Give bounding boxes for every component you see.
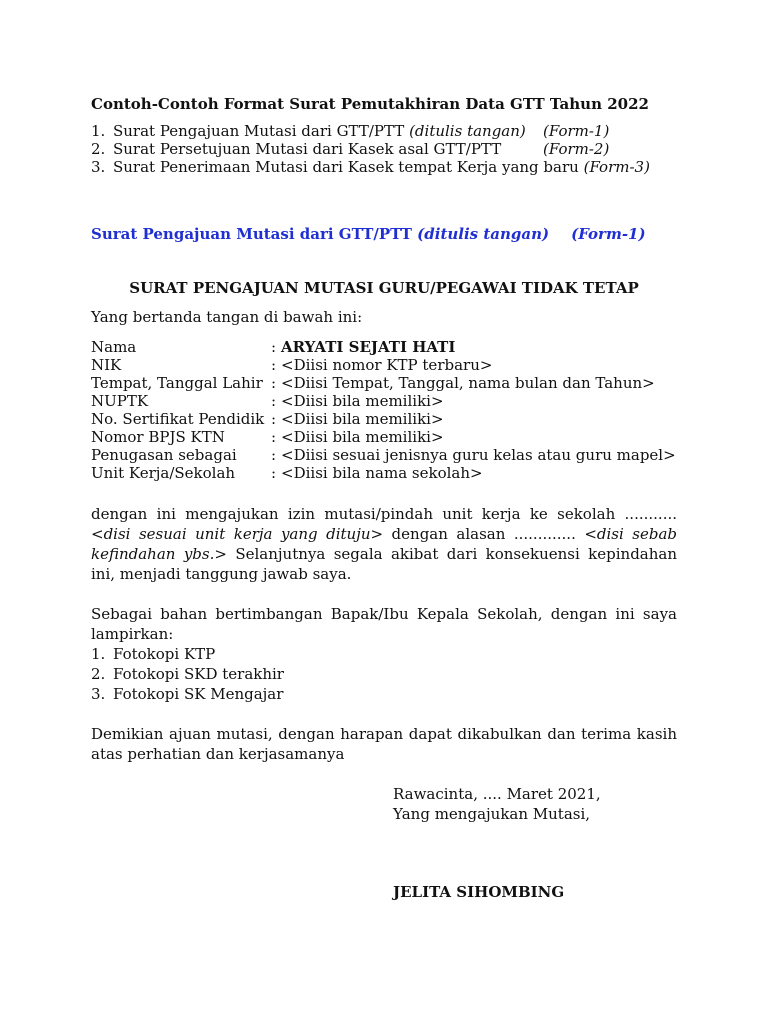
closing-paragraph: Demikian ajuan mutasi, dengan harapan dapat dikabulkan dan terima kasih atas perhatian dan kerjasamanya	[91, 725, 677, 763]
field-colon: :	[271, 410, 277, 428]
field-colon: :	[271, 428, 277, 446]
field-label: Nama	[91, 338, 137, 356]
section-note: (ditulis tangan)	[417, 225, 550, 243]
list-number: 2.	[91, 665, 106, 683]
list-number: 1.	[91, 645, 106, 663]
attachment-list	[91, 644, 677, 704]
document-page	[91, 94, 678, 901]
field-value: <Diisi sesuai jenisnya guru kelas atau guru mapel>	[281, 446, 676, 464]
field-value: <Diisi bila memiliki>	[281, 410, 444, 428]
field-row	[91, 392, 677, 410]
section-title: Surat Pengajuan Mutasi dari GTT/PTT	[91, 225, 412, 243]
signature-block	[393, 784, 601, 824]
list-item	[91, 684, 677, 704]
section-heading	[91, 224, 677, 244]
section-form-tag: (Form-1)	[571, 225, 646, 243]
field-label: Penugasan sebagai	[91, 446, 237, 464]
reason-placeholder: <disi sebab kefindahan ybs.>	[91, 525, 677, 563]
attachment-intro: Sebagai bahan bertimbangan Bapak/Ibu Kepala Sekolah, dengan ini saya lampirkan:	[91, 605, 677, 643]
field-value: <Diisi nomor KTP terbaru>	[281, 356, 493, 374]
field-colon: :	[271, 374, 277, 392]
list-text: Fotokopi SK Mengajar	[113, 685, 284, 703]
list-number: 1.	[91, 122, 106, 140]
list-text: Surat Penerimaan Mutasi dari Kasek tempat Kerja yang baru	[113, 158, 579, 176]
field-value: <Diisi bila memiliki>	[281, 392, 444, 410]
field-row	[91, 410, 677, 428]
list-number: 2.	[91, 140, 106, 158]
list-item	[91, 664, 677, 684]
field-value: <Diisi bila memiliki>	[281, 428, 444, 446]
field-row	[91, 446, 677, 464]
field-label: Nomor BPJS KTN	[91, 428, 225, 446]
request-paragraph	[91, 504, 677, 584]
field-value: <Diisi Tempat, Tanggal, nama bulan dan Tahun>	[281, 374, 655, 392]
field-value: ARYATI SEJATI HATI	[281, 338, 456, 356]
field-label: Unit Kerja/Sekolah	[91, 464, 236, 482]
place-date: Rawacinta, .... Maret 2021,	[393, 785, 601, 803]
reason-text: dengan alasan .............	[383, 525, 585, 543]
list-text: Surat Persetujuan Mutasi dari Kasek asal GTT/PTT	[113, 140, 502, 158]
field-row	[91, 338, 677, 356]
field-row	[91, 356, 677, 374]
list-item	[91, 158, 677, 176]
field-label: No. Sertifikat Pendidik	[91, 410, 265, 428]
request-text: dengan ini mengajukan izin mutasi/pindah unit kerja ke sekolah ...........	[91, 505, 677, 523]
field-label: NUPTK	[91, 392, 149, 410]
field-colon: :	[271, 356, 277, 374]
field-colon: :	[271, 446, 277, 464]
field-row	[91, 464, 677, 482]
form-tag: (Form-2)	[543, 140, 610, 158]
list-item	[91, 122, 677, 140]
identity-fields	[91, 338, 677, 482]
form-tag: (Form-1)	[543, 122, 610, 140]
field-colon: :	[271, 464, 277, 482]
letter-title: SURAT PENGAJUAN MUTASI GURU/PEGAWAI TIDAK TETAP	[129, 279, 639, 297]
responsibility-text: Selanjutnya segala akibat dari konsekuensi kepindahan ini, menjadi tanggung jawab saya.	[91, 545, 678, 583]
field-colon: :	[271, 392, 277, 410]
list-note: (ditulis tangan)	[409, 122, 526, 140]
document-heading: Contoh-Contoh Format Surat Pemutakhiran Data GTT Tahun 2022	[91, 95, 649, 113]
field-label: NIK	[91, 356, 122, 374]
signer-name: JELITA SIHOMBING	[393, 883, 565, 901]
list-item	[91, 140, 677, 158]
list-item	[91, 644, 677, 664]
destination-placeholder: <disi sesuai unit kerja yang dituju>	[91, 525, 384, 543]
list-text: Fotokopi SKD terakhir	[113, 665, 284, 683]
field-value: <Diisi bila nama sekolah>	[281, 464, 483, 482]
field-row	[91, 428, 677, 446]
list-text: Fotokopi KTP	[113, 645, 216, 663]
letter-intro: Yang bertanda tangan di bawah ini:	[91, 308, 363, 326]
field-row	[91, 374, 677, 392]
field-colon: :	[271, 338, 277, 356]
form-tag: (Form-3)	[583, 158, 650, 176]
form-list	[91, 122, 677, 176]
list-number: 3.	[91, 685, 106, 703]
list-text: Surat Pengajuan Mutasi dari GTT/PTT	[113, 122, 405, 140]
list-number: 3.	[91, 158, 106, 176]
closing-line: Yang mengajukan Mutasi,	[393, 805, 591, 823]
field-label: Tempat, Tanggal Lahir	[91, 374, 263, 392]
